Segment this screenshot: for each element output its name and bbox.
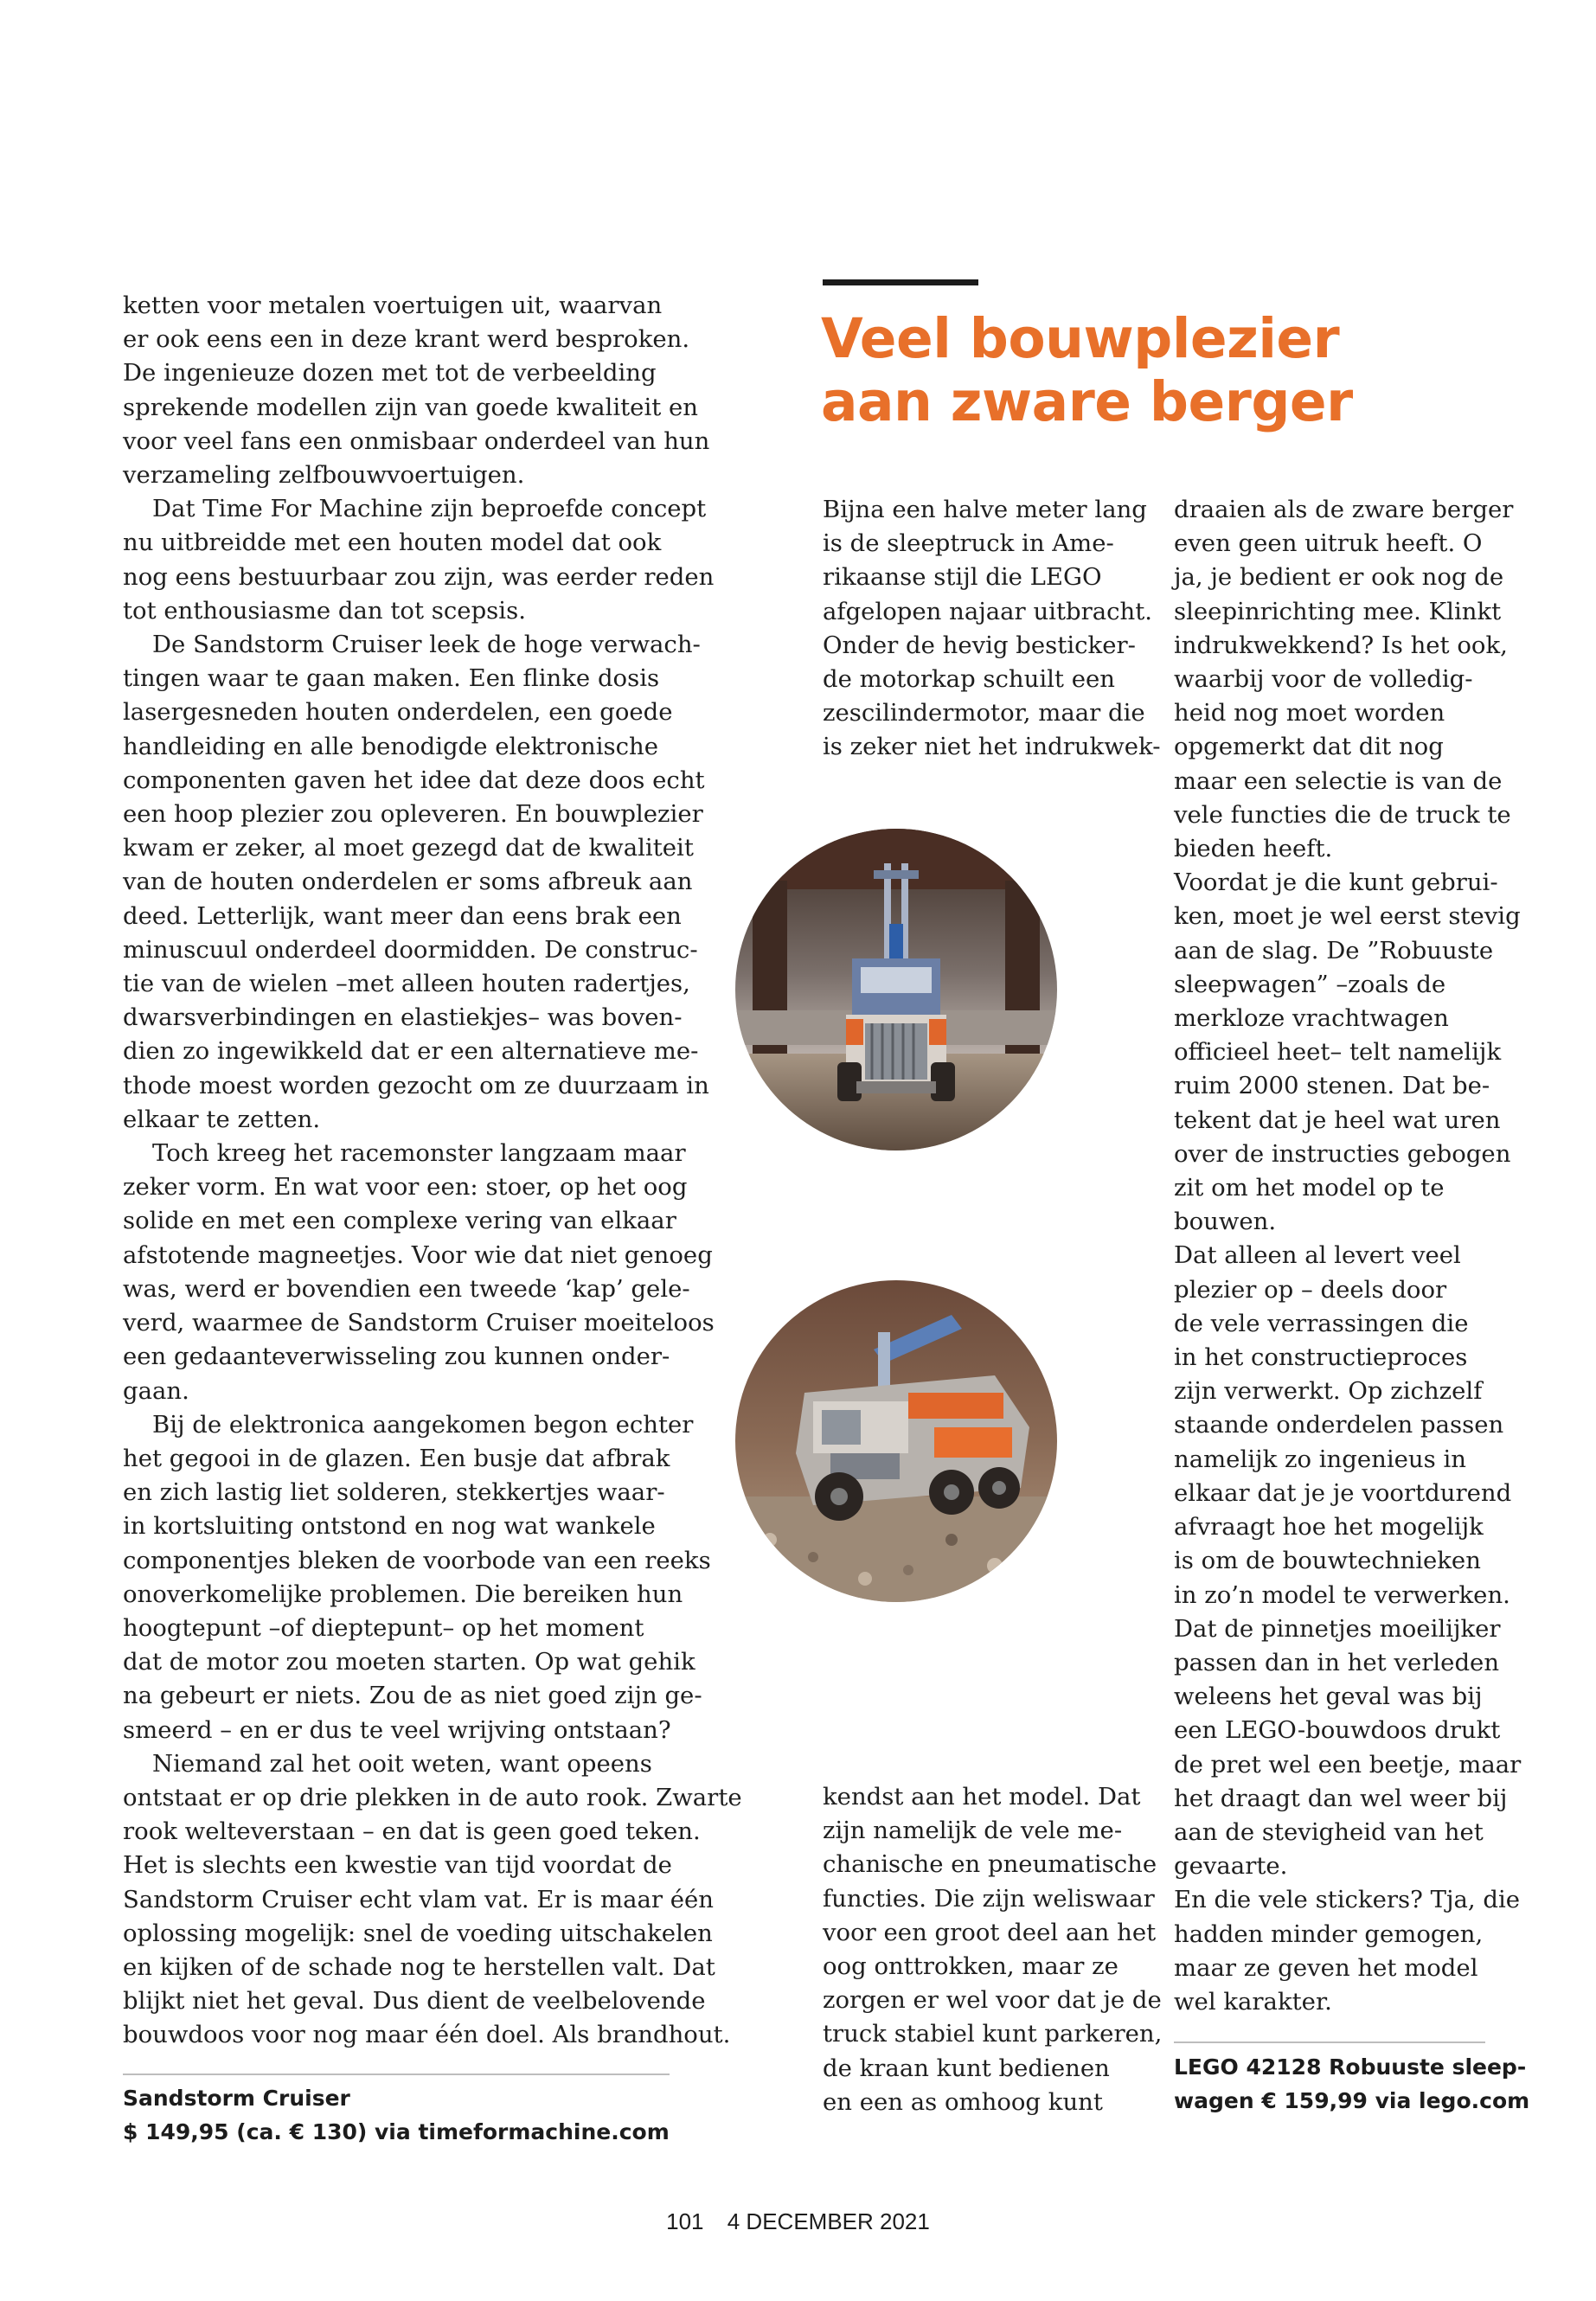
right-caption — [1174, 2050, 1529, 2118]
body-text-line: Dat alleen al levert veel — [1174, 1241, 1461, 1270]
left-caption-title: Sandstorm Cruiser — [123, 2086, 350, 2111]
body-text-line: er ook eens een in deze krant werd besproken. — [123, 325, 690, 354]
body-text-line: het gegooi in de glazen. Een busje dat afbrak — [123, 1444, 670, 1472]
body-text-line: minuscuul onderdeel doormidden. De construc- — [123, 935, 698, 964]
headline-line-1: Veel bouwplezier — [821, 307, 1340, 370]
body-text-line: zeker vorm. En wat voor een: stoer, op het oog — [123, 1173, 688, 1202]
body-text-line: De ingenieuze dozen met tot de verbeelding — [123, 359, 657, 388]
left-column — [123, 289, 742, 2053]
body-text-line: afstotende magneetjes. Voor wie dat niet genoeg — [123, 1240, 713, 1269]
body-text-line: Niemand zal het ooit weten, want opeens — [152, 1749, 652, 1778]
body-text-line: hadden minder gemogen, — [1174, 1920, 1484, 1948]
body-text-line: Dat de pinnetjes moeilijker — [1174, 1614, 1501, 1643]
body-text-line: Bijna een halve meter lang — [823, 496, 1147, 523]
body-text-line: is zeker niet het indrukwek- — [823, 733, 1161, 761]
body-text-line: tingen waar te gaan maken. Een flinke dosis — [123, 664, 660, 693]
headline — [821, 307, 1353, 433]
body-text-line: officieel heet– telt namelijk — [1174, 1038, 1502, 1067]
body-text-line: handleiding en alle benodigde elektronische — [123, 732, 659, 760]
issue-date: 4 DECEMBER 2021 — [727, 2208, 930, 2234]
body-text-line: verzameling zelfbouwvoertuigen. — [123, 461, 525, 490]
body-text-line: het draagt dan wel weer bij — [1174, 1784, 1508, 1812]
headline-rule — [823, 279, 978, 285]
body-text-line: waarbij voor de volledig- — [1174, 665, 1473, 694]
body-text-line: Voordat je die kunt gebrui- — [1174, 868, 1498, 897]
body-text-line: afvraagt hoe het mogelijk — [1174, 1513, 1484, 1541]
body-text-line: functies. Die zijn weliswaar — [823, 1884, 1155, 1913]
body-text-line: maar ze geven het model — [1174, 1953, 1478, 1982]
body-text-line: de pret wel een beetje, maar — [1174, 1750, 1522, 1779]
body-text-line: gaan. — [123, 1376, 189, 1405]
body-text-line: deed. Letterlijk, want meer dan eens brak een — [123, 901, 682, 930]
body-text-line: zijn namelijk de vele me- — [823, 1817, 1123, 1845]
right-caption-line-1: LEGO 42128 Robuuste sleep- — [1174, 2054, 1527, 2080]
body-text-line: Bij de elektronica aangekomen begon echter — [152, 1410, 694, 1439]
body-text-line: merkloze vrachtwagen — [1174, 1004, 1449, 1033]
body-text-line: een hoop plezier zou opleveren. En bouwplezier — [123, 800, 703, 829]
body-text-line: ruim 2000 stenen. Dat be- — [1174, 1072, 1490, 1100]
body-text-line: voor een groot deel aan het — [823, 1918, 1157, 1946]
body-text-line: zorgen er wel voor dat je de — [823, 1986, 1162, 2015]
body-text-line: een gedaanteverwisseling zou kunnen onder- — [123, 1343, 670, 1371]
body-text-line: en een as omhoog kunt — [823, 2087, 1103, 2116]
body-text-line: de motorkap schuilt een — [823, 665, 1115, 694]
body-text-line: chanische en pneumatische — [823, 1850, 1157, 1879]
body-text-line: solide en met een complexe vering van elkaar — [123, 1207, 676, 1235]
body-text-line: ketten voor metalen voertuigen uit, waarvan — [123, 292, 663, 319]
body-text-line: dwarsverbindingen en elastiekjes– was boven- — [123, 1003, 683, 1032]
body-text-line: een LEGO-bouwdoos drukt — [1174, 1716, 1501, 1745]
body-text-line: aan de slag. De ”Robuuste — [1174, 936, 1494, 965]
body-text-line: bouwdoos voor nog maar één doel. Als brandhout. — [123, 2021, 731, 2049]
right-caption-line-2: wagen € 159,99 via lego.com — [1174, 2088, 1530, 2113]
body-text-line: zijn verwerkt. Op zichzelf — [1174, 1377, 1483, 1406]
body-text-line: wel karakter. — [1174, 1987, 1332, 2016]
body-text-line: dat de motor zou moeten starten. Op wat gehik — [123, 1648, 695, 1676]
body-text-line: Sandstorm Cruiser echt vlam vat. Er is maar één — [123, 1885, 715, 1913]
body-text-line: De Sandstorm Cruiser leek de hoge verwach- — [152, 631, 701, 659]
body-text-line: elkaar te zetten. — [123, 1105, 321, 1133]
body-text-line: draaien als de zware berger — [1174, 496, 1514, 523]
body-text-line: zescilindermotor, maar die — [823, 699, 1145, 727]
body-text-line: aan de stevigheid van het — [1174, 1817, 1484, 1846]
body-text-line: even geen uitruk heeft. O — [1174, 529, 1483, 558]
body-text-line: rook welteverstaan – en dat is geen goed teken. — [123, 1817, 701, 1846]
body-text-line: en kijken of de schade nog te herstellen valt. Dat — [123, 1952, 715, 1981]
middle-column-bottom — [823, 1780, 1163, 2119]
left-caption-price: $ 149,95 (ca. € 130) via timeformachine.com — [123, 2119, 670, 2144]
body-text-line: opgemerkt dat dit nog — [1174, 733, 1444, 761]
body-text-line: tot enthousiasme dan tot scepsis. — [123, 596, 526, 625]
body-text-line: vele functies die de truck te — [1174, 800, 1511, 829]
body-text-line: bouwen. — [1174, 1208, 1277, 1236]
body-text-line: de vele verrassingen die — [1174, 1309, 1469, 1337]
body-text-line: oplossing mogelijk: snel de voeding uitschakelen — [123, 1919, 713, 1947]
body-text-line: namelijk zo ingenieus in — [1174, 1445, 1467, 1473]
body-text-line: hoogtepunt –of dieptepunt– op het moment — [123, 1613, 644, 1642]
right-column — [1174, 493, 1522, 2019]
body-text-line: bieden heeft. — [1174, 835, 1333, 863]
body-text-line: afgelopen najaar uitbracht. — [823, 597, 1153, 625]
body-text-line: over de instructies gebogen — [1174, 1139, 1511, 1168]
body-text-line: in zo’n model te verwerken. — [1174, 1580, 1510, 1609]
body-text-line: Dat Time For Machine zijn beproefde concept — [152, 495, 707, 523]
left-caption-rule — [123, 2073, 670, 2075]
body-text-line: sleepwagen” –zoals de — [1174, 970, 1446, 998]
body-text-line: plezier op – deels door — [1174, 1275, 1447, 1304]
body-text-line: indrukwekkend? Is het ook, — [1174, 631, 1508, 659]
body-text-line: zit om het model op te — [1174, 1174, 1445, 1202]
right-caption-rule — [1174, 2041, 1485, 2043]
body-text-line: rikaanse stijl die LEGO — [823, 563, 1102, 592]
body-text-line: is de sleeptruck in Ame- — [823, 529, 1114, 558]
body-text-line: sleepinrichting mee. Klinkt — [1174, 597, 1502, 625]
body-text-line: van de houten onderdelen er soms afbreuk aan — [123, 868, 693, 896]
body-text-line: componentjes bleken de voorbode van een reeks — [123, 1546, 711, 1574]
truck-front-photo — [735, 829, 1057, 1150]
body-text-line: En die vele stickers? Tja, die — [1174, 1886, 1521, 1914]
page-footer — [0, 2208, 1596, 2235]
body-text-line: tekent dat je heel wat uren — [1174, 1106, 1501, 1134]
body-text-line: nog eens bestuurbaar zou zijn, was eerder reden — [123, 562, 715, 591]
body-text-line: elkaar dat je je voortdurend — [1174, 1478, 1512, 1507]
body-text-line: kendst aan het model. Dat — [823, 1783, 1141, 1811]
body-text-line: de kraan kunt bedienen — [823, 2054, 1110, 2082]
body-text-line: is om de bouwtechnieken — [1174, 1547, 1481, 1575]
body-text-line: tie van de wielen –met alleen houten radertjes, — [123, 970, 690, 998]
body-text-line: blijkt niet het geval. Dus dient de veelbelovende — [123, 1987, 706, 2016]
page-number: 101 — [666, 2208, 704, 2234]
body-text-line: staande onderdelen passen — [1174, 1411, 1504, 1439]
left-caption — [123, 2081, 670, 2149]
body-text-line: heid nog moet worden — [1174, 699, 1445, 727]
body-text-line: gevaarte. — [1174, 1852, 1288, 1881]
body-text-line: voor veel fans een onmisbaar onderdeel van hun — [123, 426, 710, 455]
body-text-line: en zich lastig liet solderen, stekkertjes waar- — [123, 1478, 665, 1507]
body-text-line: thode moest worden gezocht om ze duurzaam in — [123, 1071, 709, 1099]
body-text-line: nu uitbreidde met een houten model dat ook — [123, 529, 662, 557]
body-text-line: Het is slechts een kwestie van tijd voordat de — [123, 1851, 672, 1880]
body-text-line: Toch kreeg het racemonster langzaam maar — [152, 1139, 686, 1168]
body-text-line: ontstaat er op drie plekken in de auto rook. Zwarte — [123, 1783, 742, 1811]
truck-side-photo — [735, 1280, 1057, 1602]
body-text-line: passen dan in het verleden — [1174, 1648, 1500, 1676]
body-text-line: verd, waarmee de Sandstorm Cruiser moeiteloos — [123, 1309, 715, 1337]
body-text-line: oog onttrokken, maar ze — [823, 1952, 1118, 1981]
body-text-line: kwam er zeker, al moet gezegd dat de kwaliteit — [123, 834, 694, 862]
body-text-line: sprekende modellen zijn van goede kwaliteit en — [123, 393, 699, 421]
headline-line-2: aan zware berger — [821, 370, 1353, 433]
body-text-line: smeerd – en er dus te veel wrijving ontstaan? — [123, 1715, 671, 1744]
body-text-line: in kortsluiting ontstond en nog wat wankele — [123, 1512, 656, 1541]
body-text-line: onoverkomelijke problemen. Die bereiken hun — [123, 1580, 683, 1608]
body-text-line: in het constructieproces — [1174, 1343, 1468, 1372]
body-text-line: truck stabiel kunt parkeren, — [823, 2020, 1163, 2048]
body-text-line: maar een selectie is van de — [1174, 766, 1503, 795]
body-text-line: ja, je bedient er ook nog de — [1174, 563, 1504, 592]
body-text-line: componenten gaven het idee dat deze doos echt — [123, 766, 705, 794]
body-text-line: weleens het geval was bij — [1174, 1682, 1483, 1711]
body-text-line: was, werd er bovendien een tweede ‘kap’ gele- — [123, 1274, 690, 1303]
body-text-line: dien zo ingewikkeld dat er een alternatieve me- — [123, 1037, 699, 1066]
body-text-line: na gebeurt er niets. Zou de as niet goed zijn ge- — [123, 1682, 702, 1710]
middle-column-top — [823, 493, 1161, 765]
body-text-line: Onder de hevig besticker- — [823, 631, 1136, 659]
body-text-line: lasergesneden houten onderdelen, een goede — [123, 698, 673, 727]
body-text-line: ken, moet je wel eerst stevig — [1174, 902, 1521, 931]
